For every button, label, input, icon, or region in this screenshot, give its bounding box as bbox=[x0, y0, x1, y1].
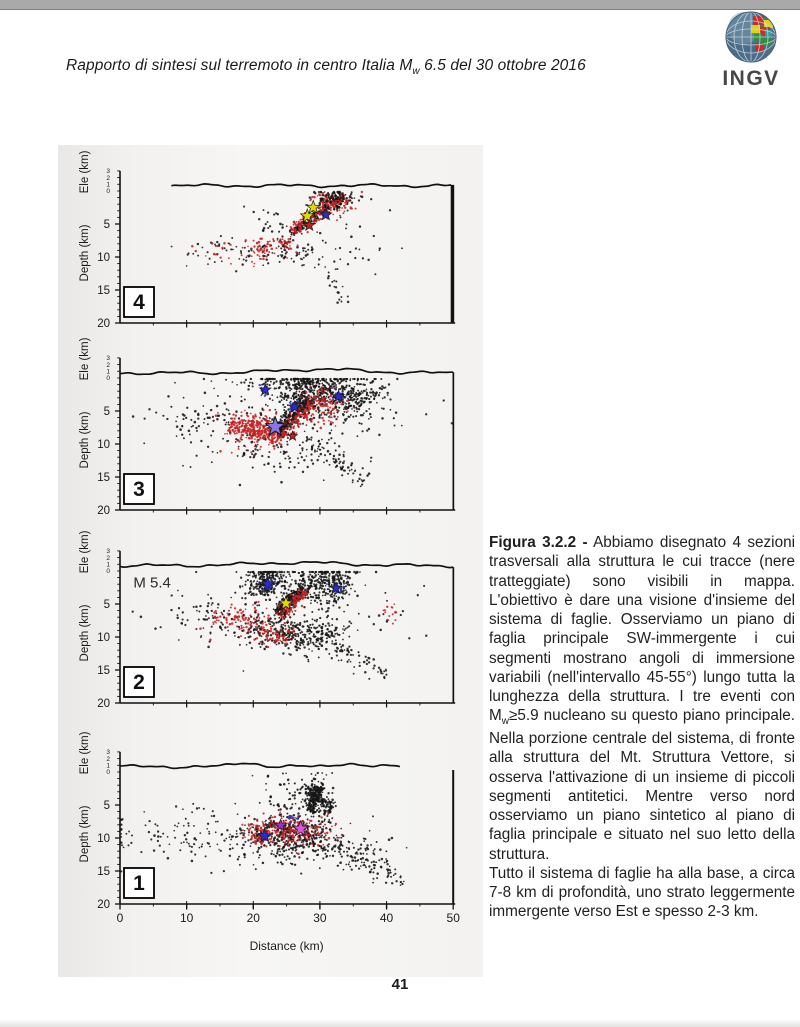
section-panel-2 bbox=[79, 530, 455, 710]
depth-tick-label: 5 bbox=[103, 406, 110, 418]
figure-3-2-2 bbox=[58, 145, 483, 977]
depth-tick-label: 5 bbox=[103, 219, 110, 231]
ingv-logo bbox=[708, 10, 794, 90]
depth-tick-label: 5 bbox=[103, 800, 110, 812]
panel-number: 1 bbox=[133, 872, 145, 895]
ele-tick-label: 2 bbox=[106, 174, 110, 182]
ele-tick-label: 0 bbox=[106, 375, 110, 383]
ele-tick-label: 1 bbox=[106, 181, 110, 189]
panel-number: 3 bbox=[133, 478, 145, 501]
hypocenter-points bbox=[132, 571, 428, 680]
ingv-logo-text: INGV bbox=[722, 67, 780, 90]
caption-paragraph-1 bbox=[489, 533, 795, 864]
distance-tick-label: 10 bbox=[179, 911, 194, 925]
section-panel-1 bbox=[79, 731, 460, 953]
topography-profile bbox=[120, 369, 453, 375]
magnitude-label: M 5.4 bbox=[133, 574, 171, 592]
ele-tick-label: 3 bbox=[106, 355, 110, 363]
distance-tick-label: 0 bbox=[116, 911, 124, 925]
caption-text-1: Abbiamo disegnato 4 sezioni trasversali alla struttura le cui tracce (nere tratteggiate) sono visibili in mappa. L'obiettivo è dare una visione d'insieme del sistema di faglie. Osserviamo un piano di faglia principale SW-immergente i cui segmenti mostrano angoli di immersione variabili (nell'intervallo 45-55°) lungo tutta la lunghezza della struttura. I tre eventi con M bbox=[489, 534, 795, 725]
distance-tick-label: 50 bbox=[446, 911, 460, 925]
ele-tick-label: 3 bbox=[106, 749, 110, 757]
ele-axis-title: Ele (km) bbox=[79, 530, 91, 574]
ele-tick-label: 2 bbox=[106, 361, 110, 369]
topography-profile bbox=[171, 184, 451, 188]
ele-tick-label: 1 bbox=[106, 762, 110, 770]
depth-tick-label: 10 bbox=[97, 252, 110, 264]
ele-tick-label: 0 bbox=[106, 769, 110, 777]
depth-tick-label: 15 bbox=[97, 665, 110, 677]
ele-tick-label: 0 bbox=[106, 188, 110, 196]
hypocenter-points bbox=[120, 772, 407, 886]
ele-tick-label: 3 bbox=[106, 548, 110, 556]
report-header-title bbox=[66, 57, 626, 77]
depth-axis-title: Depth (km) bbox=[79, 805, 91, 863]
scan-bottom-edge bbox=[0, 1019, 800, 1027]
depth-tick-label: 15 bbox=[97, 866, 110, 878]
ele-axis-title: Ele (km) bbox=[79, 150, 91, 194]
depth-axis-title: Depth (km) bbox=[79, 224, 91, 282]
topography-profile bbox=[120, 562, 453, 568]
ele-tick-label: 1 bbox=[106, 561, 110, 569]
ele-tick-label: 3 bbox=[106, 168, 110, 176]
distance-tick-label: 20 bbox=[246, 911, 260, 925]
depth-tick-label: 20 bbox=[97, 698, 110, 710]
depth-tick-label: 20 bbox=[97, 318, 110, 330]
depth-tick-label: 5 bbox=[103, 599, 110, 611]
panel-number: 2 bbox=[133, 671, 145, 694]
distance-axis-title: Distance (km) bbox=[249, 939, 324, 953]
ele-tick-label: 2 bbox=[106, 755, 110, 763]
hypocenter-points bbox=[171, 191, 403, 304]
distance-tick-label: 30 bbox=[313, 911, 327, 925]
section-panel-4 bbox=[79, 150, 455, 330]
depth-axis-title: Depth (km) bbox=[79, 411, 91, 469]
ele-tick-label: 1 bbox=[106, 368, 110, 376]
section-panel-3 bbox=[79, 337, 455, 517]
scan-top-edge bbox=[0, 0, 800, 10]
header-mw-subscript: w bbox=[412, 66, 420, 78]
ele-tick-label: 2 bbox=[106, 554, 110, 562]
panel-number: 4 bbox=[133, 291, 145, 314]
depth-tick-label: 20 bbox=[97, 505, 110, 517]
caption-paragraph-2: Tutto il sistema di faglie ha alla base, a circa 7-8 km di profondità, uno strato leggermente immergente verso Est e spesso 2-3 km. bbox=[489, 864, 795, 921]
depth-tick-label: 15 bbox=[97, 472, 110, 484]
depth-tick-label: 10 bbox=[97, 833, 110, 845]
caption-text-2: ≥5.9 nucleano su questo piano principale. Nella porzione centrale del sistema, di fronte alla struttura del Mt. Struttura Vettore, si osserva l'attivazione di un insieme di piccoli segmenti antitetici. Mentre verso nord osserviamo un piano sintetico al piano di faglia principale e situato nel suo letto della struttura. bbox=[489, 707, 795, 863]
depth-tick-label: 15 bbox=[97, 285, 110, 297]
topography-profile bbox=[120, 764, 400, 769]
ele-axis-title: Ele (km) bbox=[79, 337, 91, 381]
header-text-1: Rapporto di sintesi sul terremoto in centro Italia M bbox=[66, 57, 413, 74]
depth-tick-label: 20 bbox=[97, 899, 110, 911]
caption-mw-subscript: w bbox=[501, 716, 509, 728]
depth-tick-label: 10 bbox=[97, 632, 110, 644]
caption-figure-label: Figura 3.2.2 - bbox=[489, 534, 588, 551]
depth-axis-title: Depth (km) bbox=[79, 604, 91, 662]
ingv-globe-icon bbox=[724, 10, 778, 64]
ele-tick-label: 0 bbox=[106, 568, 110, 576]
figure-caption bbox=[489, 533, 795, 922]
cross-sections-chart bbox=[58, 145, 483, 977]
distance-tick-label: 40 bbox=[379, 911, 394, 925]
header-text-2: 6.5 del 30 ottobre 2016 bbox=[419, 57, 586, 74]
depth-tick-label: 10 bbox=[97, 439, 110, 451]
ele-axis-title: Ele (km) bbox=[79, 731, 91, 775]
page-number: 41 bbox=[391, 976, 409, 993]
